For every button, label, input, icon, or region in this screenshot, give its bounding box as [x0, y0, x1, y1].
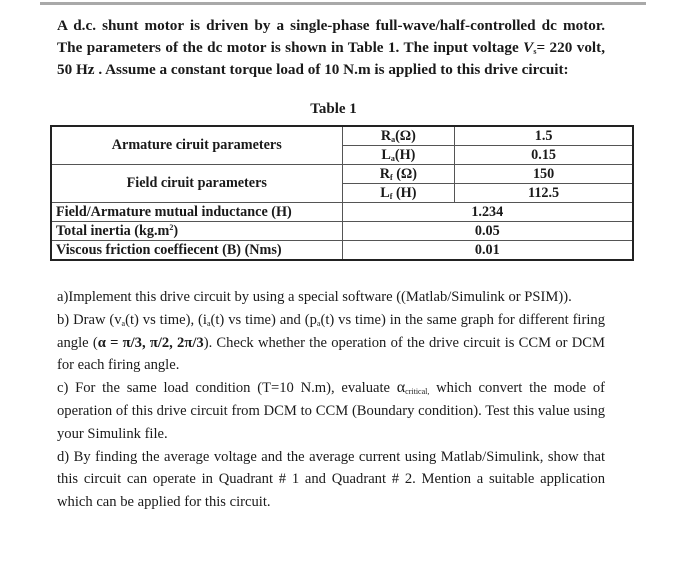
table-row [51, 126, 633, 146]
param-value: 150 [455, 165, 633, 184]
param-value: 112.5 [455, 184, 633, 203]
field-label: Field ciruit parameters [51, 165, 342, 203]
param-symbol: $L_f$ (H) [342, 184, 455, 203]
question-a: a)Implement this drive circuit by using a special software ((Matlab/Simulink or PSIM)). [57, 289, 572, 305]
param-value: 0.15 [455, 146, 633, 165]
inertia-label: Total inertia $(kg.m^2)$ [51, 222, 342, 241]
friction-label: Viscous friction coeffiecent (B) (Nms) [51, 241, 342, 261]
vs-symbol: V [523, 39, 534, 56]
param-symbol: $R_f$ (Ω) [342, 165, 455, 184]
vs-subscript: s [533, 47, 537, 56]
table-caption-text: Table 1 [310, 101, 357, 117]
mutual-inductance-label: Field/Armature mutual inductance (H) [51, 203, 342, 222]
problem-intro [57, 15, 605, 81]
question-d: d) By finding the average voltage and the average current using Matlab/Simulink, show that this circuit can operate in Quadrant # 1 and Quadrant # 2. Mention a suitable application which can be applied for this circuit. [57, 448, 605, 511]
friction-value: 0.01 [342, 241, 633, 261]
param-symbol: $L_a(H)$ [342, 146, 455, 165]
inertia-value: 0.05 [342, 222, 633, 241]
intro-text: A d.c. shunt motor is driven by a single-phase full-wave/half-controlled dc motor. The parameters of the dc motor is shown in Table 1. The input voltage [57, 17, 605, 56]
table-caption [0, 101, 691, 118]
table-row [51, 222, 633, 241]
question-c: c) For the same load condition (T=10 N.m), evaluate $\alpha_{critical,}$ which convert the mode of operation of this drive circuit from DCM to CCM (Boundary condition). Test this value using your Simulink file. [57, 379, 605, 442]
param-symbol: $R_a(\Omega)$ [342, 126, 455, 146]
intro-text-2: = 220 volt, 50 Hz . Assume a constant torque load of 10 N.m is applied to this drive circuit: [57, 39, 606, 78]
alpha-symbol: α [396, 379, 406, 397]
param-value: 1.5 [455, 126, 633, 146]
motor-parameters-table [50, 125, 634, 261]
armature-label: Armature ciruit parameters [51, 126, 342, 165]
questions [57, 286, 605, 514]
table-row [51, 165, 633, 184]
mutual-inductance-value: 1.234 [342, 203, 633, 222]
question-b: b) Draw ($v_a(t)$ vs time), ($i_a(t)$ vs time) and ($p_a(t)$ vs time) in the same graph for different firing angle (α = π/3, π/2, 2π/3). Check whether the operation of the drive circuit is CCM or DCM for each firing angle. [57, 311, 605, 374]
top-divider [40, 2, 646, 5]
firing-angles: α = π/3, π/2, 2π/3 [97, 334, 204, 351]
table-row [51, 241, 633, 261]
table-row [51, 203, 633, 222]
